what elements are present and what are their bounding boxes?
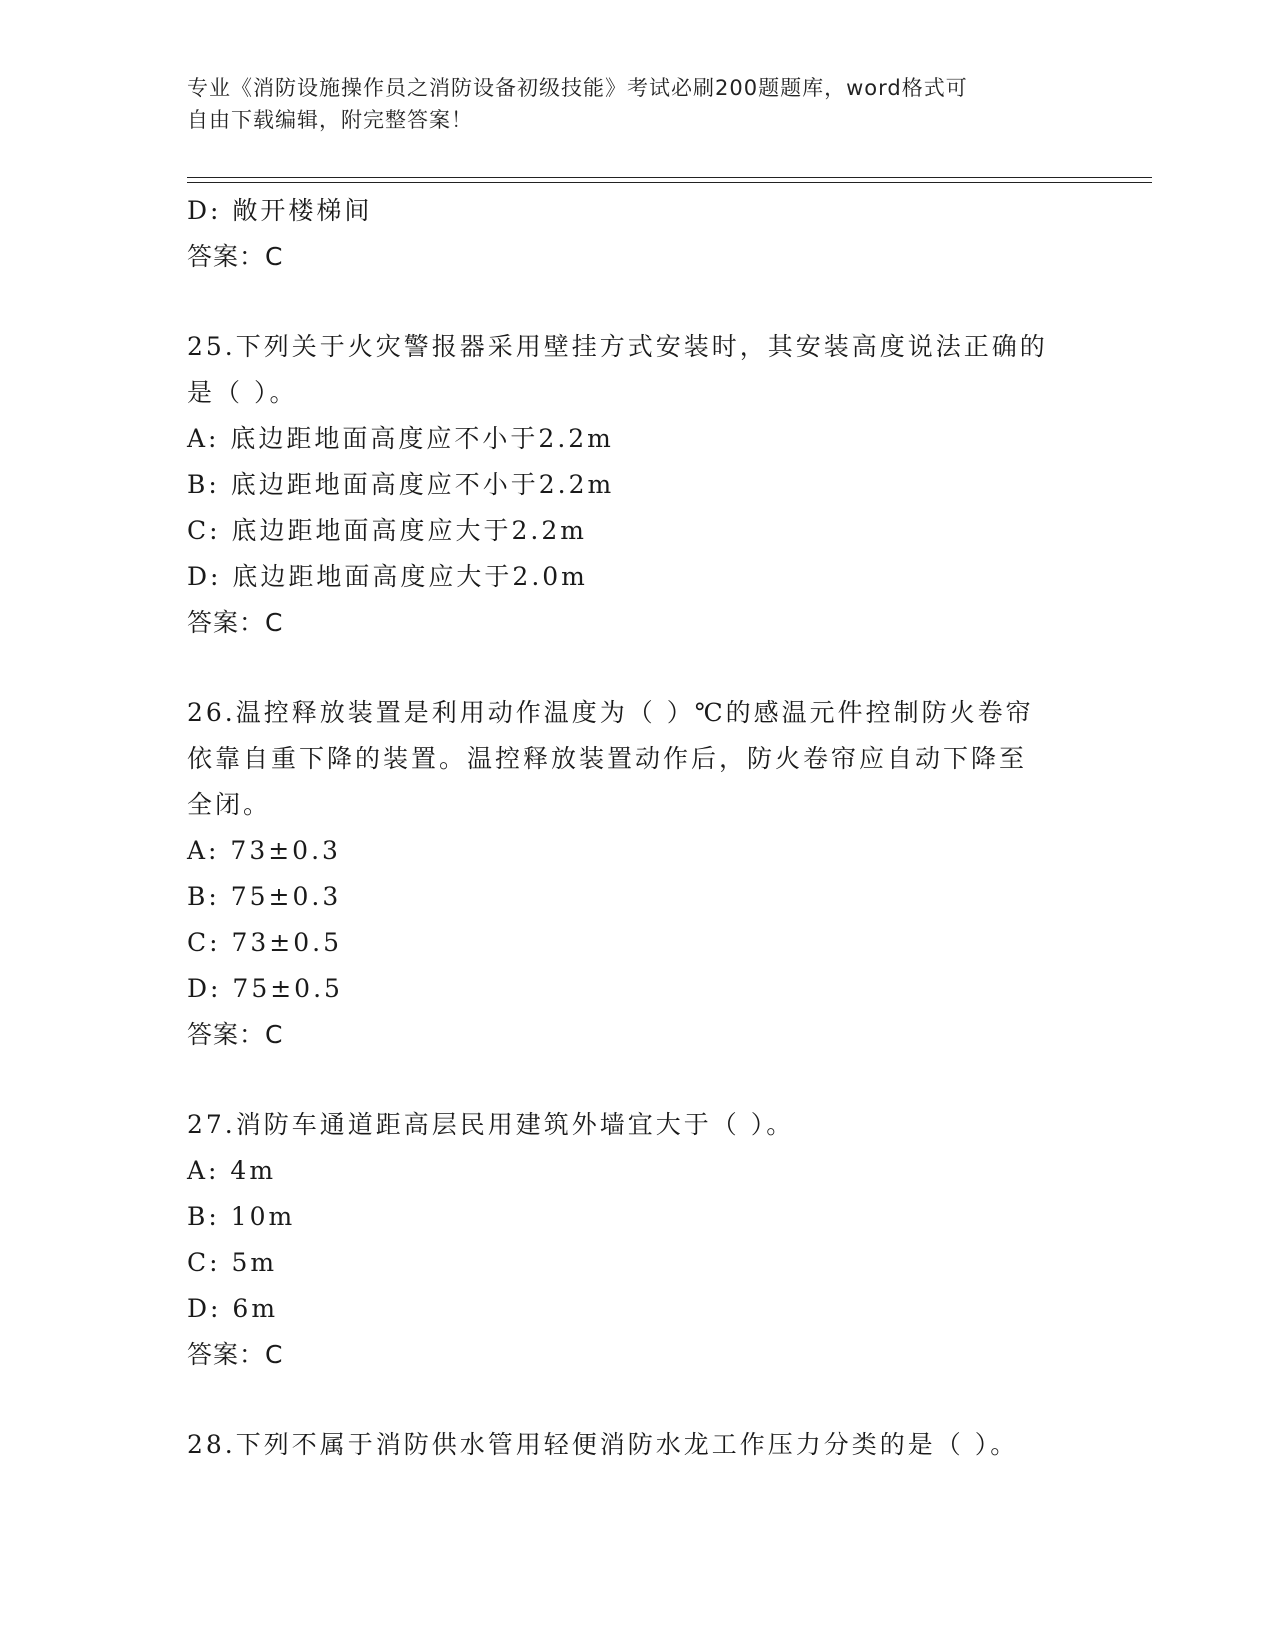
question-stem-cont: 全闭。	[187, 790, 272, 819]
spacer	[187, 1378, 1087, 1422]
answer: 答案：C	[187, 1020, 284, 1049]
answer: 答案：C	[187, 242, 284, 271]
question-24-tail	[187, 188, 1087, 280]
question-stem-cont: 依靠自重下降的装置。温控释放装置动作后，防火卷帘应自动下降至	[187, 744, 1028, 773]
header-line-2: 自由下载编辑，附完整答案！	[187, 108, 473, 132]
question-26	[187, 690, 1087, 1058]
option-b: B: 10m	[187, 1202, 296, 1231]
question-stem: 25.下列关于火灾警报器采用壁挂方式安装时，其安装高度说法正确的	[187, 332, 1048, 361]
spacer	[187, 280, 1087, 324]
question-stem: 26.温控释放装置是利用动作温度为（ ）℃的感温元件控制防火卷帘	[187, 698, 1034, 727]
option-d: D: 6m	[187, 1294, 279, 1323]
option-d: D: 75±0.5	[187, 974, 343, 1003]
option-d: D: 敞开楼梯间	[187, 196, 373, 225]
spacer	[187, 646, 1087, 690]
document-header	[187, 72, 1087, 136]
option-c: C: 73±0.5	[187, 928, 343, 957]
option-a: A: 底边距地面高度应不小于2.2m	[187, 424, 614, 453]
question-stem: 28.下列不属于消防供水管用轻便消防水龙工作压力分类的是（ ）。	[187, 1430, 1019, 1459]
option-d: D: 底边距地面高度应大于2.0m	[187, 562, 588, 591]
option-c: C: 底边距地面高度应大于2.2m	[187, 516, 587, 545]
option-b: B: 底边距地面高度应不小于2.2m	[187, 470, 615, 499]
option-a: A: 4m	[187, 1156, 277, 1185]
spacer	[187, 1058, 1087, 1102]
question-28	[187, 1422, 1087, 1468]
option-b: B: 75±0.3	[187, 882, 342, 911]
option-a: A: 73±0.3	[187, 836, 341, 865]
header-line-1: 专业《消防设施操作员之消防设备初级技能》考试必刷200题题库，word格式可	[187, 76, 968, 100]
option-c: C: 5m	[187, 1248, 278, 1277]
question-27	[187, 1102, 1087, 1378]
question-list	[187, 188, 1087, 1468]
header-divider-top	[187, 177, 1152, 178]
question-stem: 27.消防车通道距高层民用建筑外墙宜大于（ ）。	[187, 1110, 795, 1139]
header-divider-bottom	[187, 182, 1152, 183]
question-stem-cont: 是（ ）。	[187, 378, 298, 407]
question-25	[187, 324, 1087, 646]
answer: 答案：C	[187, 1340, 284, 1369]
answer: 答案：C	[187, 608, 284, 637]
